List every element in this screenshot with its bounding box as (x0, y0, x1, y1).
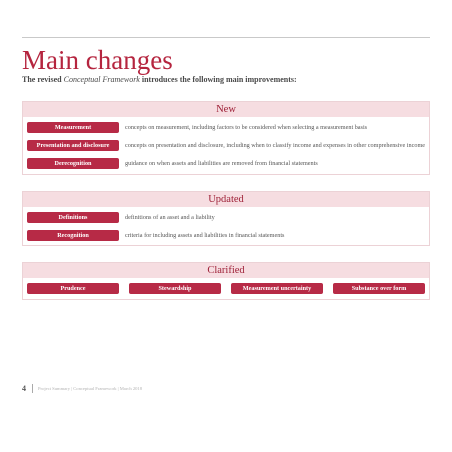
clarified-item: Measurement uncertainty (231, 283, 323, 294)
item-label: Definitions (27, 212, 119, 223)
top-divider (22, 37, 430, 38)
clarified-item: Substance over form (333, 283, 425, 294)
item-description: criteria for including assets and liabilities in financial statements (125, 232, 285, 239)
clarified-item: Stewardship (129, 283, 221, 294)
list-item (27, 158, 318, 169)
item-label: Derecognition (27, 158, 119, 169)
section-updated (22, 191, 430, 246)
intro-italic: Conceptual Framework (63, 75, 140, 84)
list-item (27, 122, 367, 133)
clarified-list (27, 283, 425, 294)
list-item (27, 140, 425, 151)
section-clarified-heading: Clarified (23, 263, 429, 278)
intro-prefix: The revised (22, 75, 64, 84)
section-clarified (22, 262, 430, 300)
page-number: 4 (22, 384, 26, 393)
intro-suffix: introduces the following main improvements: (139, 75, 297, 84)
section-new-heading: New (23, 102, 429, 117)
list-item (27, 230, 284, 241)
item-description: concepts on measurement, including factors to be considered when selecting a measurement basis (125, 124, 368, 131)
footer-text: Project Summary | Conceptual Framework | March 2018 (38, 386, 143, 391)
item-description: guidance on when assets and liabilities are removed from financial statements (125, 160, 318, 167)
item-label: Presentation and disclosure (27, 140, 119, 151)
page-intro (22, 75, 297, 84)
item-description: concepts on presentation and disclosure, including when to classify income and expenses in other comprehensive income (125, 142, 426, 149)
clarified-item: Prudence (27, 283, 119, 294)
page-title: Main changes (22, 45, 173, 75)
item-label: Measurement (27, 122, 119, 133)
footer-divider (32, 384, 33, 393)
list-item (27, 212, 215, 223)
section-new (22, 101, 430, 175)
section-updated-heading: Updated (23, 192, 429, 207)
item-label: Recognition (27, 230, 119, 241)
item-description: definitions of an asset and a liability (125, 214, 215, 221)
